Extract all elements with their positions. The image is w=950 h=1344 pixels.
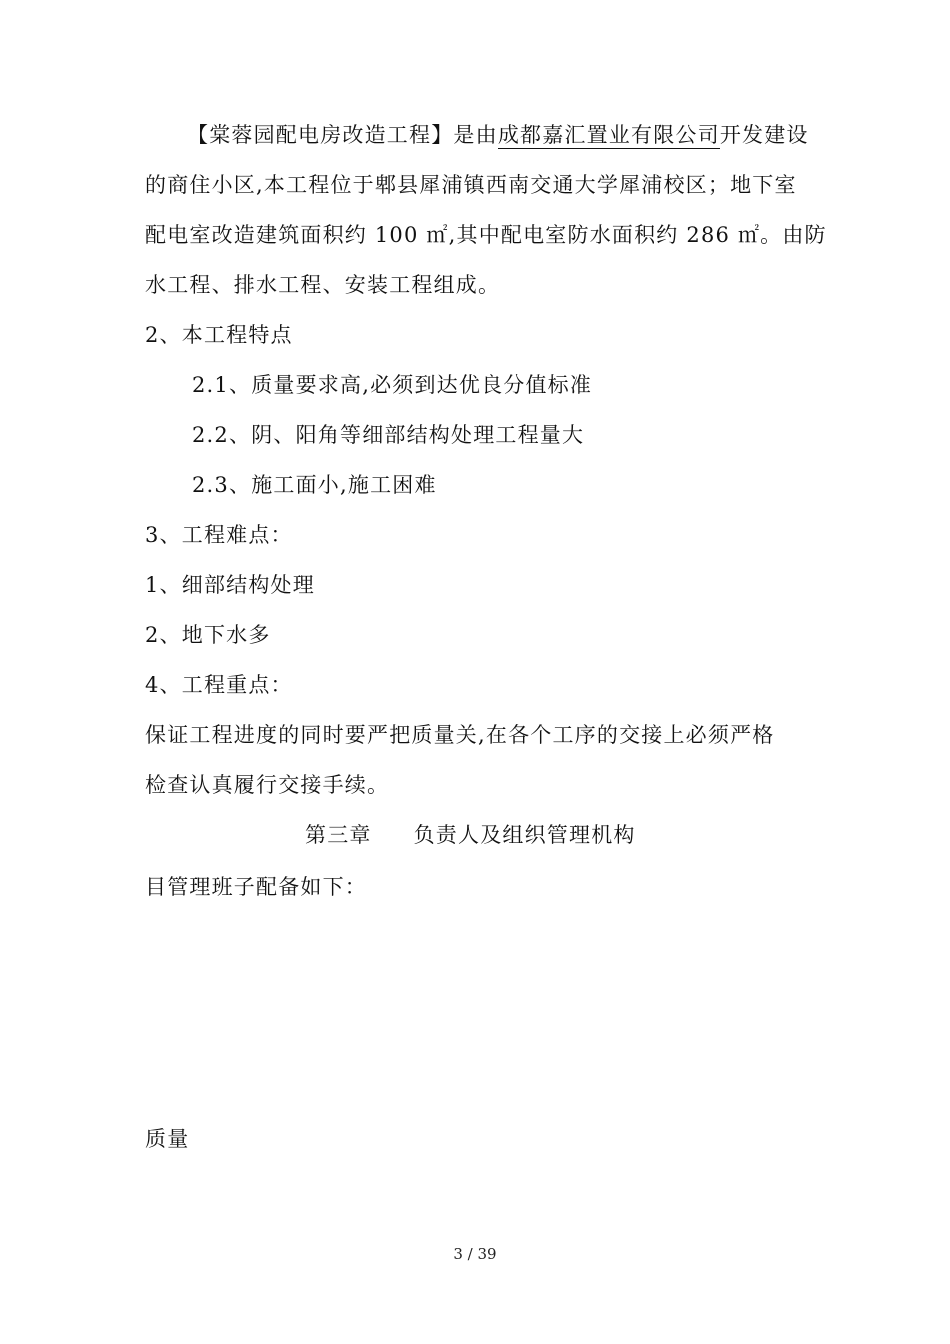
key-points-heading: 4、工程重点： bbox=[145, 673, 293, 697]
difficulty-item: 1、细部结构处理 bbox=[145, 573, 315, 597]
quality-label: 质量 bbox=[145, 1127, 190, 1151]
chapter-title: 负责人及组织管理机构 bbox=[413, 823, 636, 847]
feature-item: 2.3、施工面小,施工困难 bbox=[192, 473, 437, 497]
page-number: 3 / 39 bbox=[453, 1245, 497, 1263]
intro-line-2: 的商住小区,本工程位于郫县犀浦镇西南交通大学犀浦校区；地下室 bbox=[145, 173, 797, 197]
key-points-line-1: 保证工程进度的同时要严把质量关,在各个工序的交接上必须严格 bbox=[145, 723, 775, 747]
intro-line-4: 水工程、排水工程、安装工程组成。 bbox=[145, 273, 501, 297]
key-points-line-2: 检查认真履行交接手续。 bbox=[145, 773, 390, 797]
difficulties-heading: 3、工程难点： bbox=[145, 523, 293, 547]
intro-company-name: 成都嘉汇置业有限公司 bbox=[497, 123, 720, 147]
intro-line-1-suffix: 开发建设 bbox=[719, 123, 809, 147]
intro-line-3: 配电室改造建筑面积约 100 ㎡,其中配电室防水面积约 286 ㎡。由防 bbox=[145, 223, 827, 247]
difficulty-item: 2、地下水多 bbox=[145, 623, 271, 647]
feature-item: 2.2、阴、阳角等细部结构处理工程量大 bbox=[192, 423, 585, 447]
feature-item: 2.1、质量要求高,必须到达优良分值标准 bbox=[192, 373, 593, 397]
features-heading: 2、本工程特点 bbox=[145, 323, 293, 347]
intro-line-1 bbox=[187, 120, 809, 150]
chapter-number: 第三章 bbox=[305, 823, 372, 847]
chapter-heading bbox=[305, 820, 636, 850]
team-line: 目管理班子配备如下： bbox=[145, 875, 367, 899]
intro-project-name: 【棠蓉园配电房改造工程】是由 bbox=[187, 123, 498, 147]
